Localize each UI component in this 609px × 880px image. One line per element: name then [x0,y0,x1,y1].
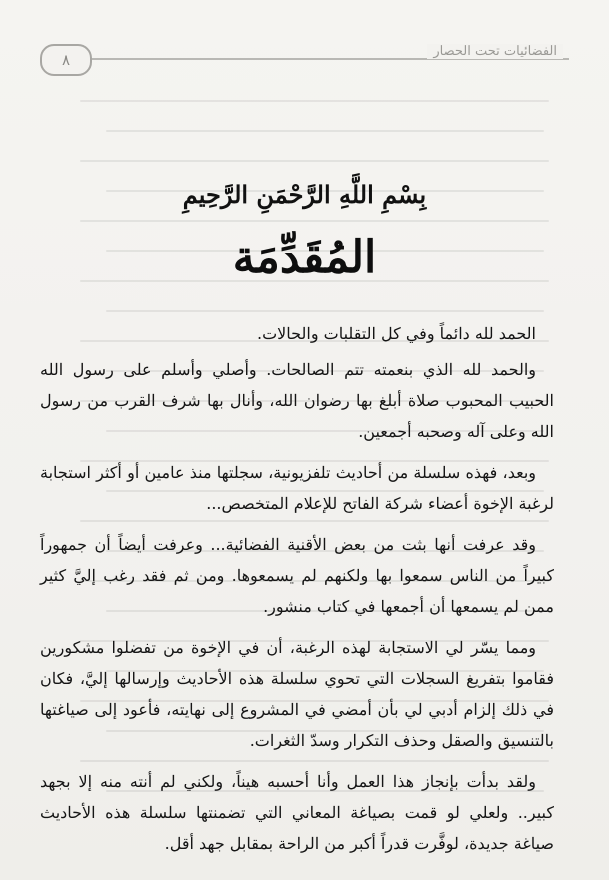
page-number: ٨ [40,44,92,76]
paragraph: ومما يسّر لي الاستجابة لهذه الرغبة، أن في الإخوة من تفضلوا مشكورين فقاموا بتفريغ السجلات التي تحوي سلسلة هذه الأحاديث وإرسالها إليَّ، فكان في ذلك إلزام أدبي لي بأن أمضي في المشروع إلى نهايته، فأعود إلى صياغتها بالتنسيق والصقل وحذف التكرار وسدّ الثغرات. [40,638,554,750]
page-title: المُقَدِّمَة [232,232,377,283]
body-text [40,318,554,869]
paragraph: ولقد بدأت بإنجاز هذا العمل وأنا أحسبه هيناً، ولكني لم أنته منه إلا بجهد كبير.. ولعلي لو قمت بصياغة المعاني التي تضمنتها سلسلة هذه الأحاديث صياغة جديدة، لوفَّرت قدراً أكبر من الراحة بمقابل جهد أقل. [40,772,554,853]
paragraph: وبعد، فهذه سلسلة من أحاديث تلفزيونية، سجلتها منذ عامين أو أكثر استجابة لرغبة الإخوة أعضاء شركة الفاتح للإعلام المتخصص... [40,463,554,513]
paragraph: وقد عرفت أنها بثت من بعض الأقنية الفضائية... وعرفت أيضاً أن جمهوراً كبيراً من الناس سمعوا بها ولكنهم لم يسمعوها. ومن ثم فقد رغب إليَّ كثير ممن لم يسمعها أن أجمعها في كتاب منشور. [40,535,554,616]
running-title: الفضائيات تحت الحصار [427,44,563,59]
basmala: بِسْمِ اللَّهِ الرَّحْمَنِ الرَّحِيمِ [182,180,427,209]
page-header [40,44,569,74]
paragraph: الحمد لله دائماً وفي كل التقلبات والحالات. [257,324,536,343]
paragraph: والحمد لله الذي بنعمته تتم الصالحات. وأصلي وأسلم على رسول الله الحبيب المحبوب صلاة أبلغ بها رضوان الله، وأنال بها شرف القرب من رسول الله وعلى آله وصحبه أجمعين. [40,360,554,441]
